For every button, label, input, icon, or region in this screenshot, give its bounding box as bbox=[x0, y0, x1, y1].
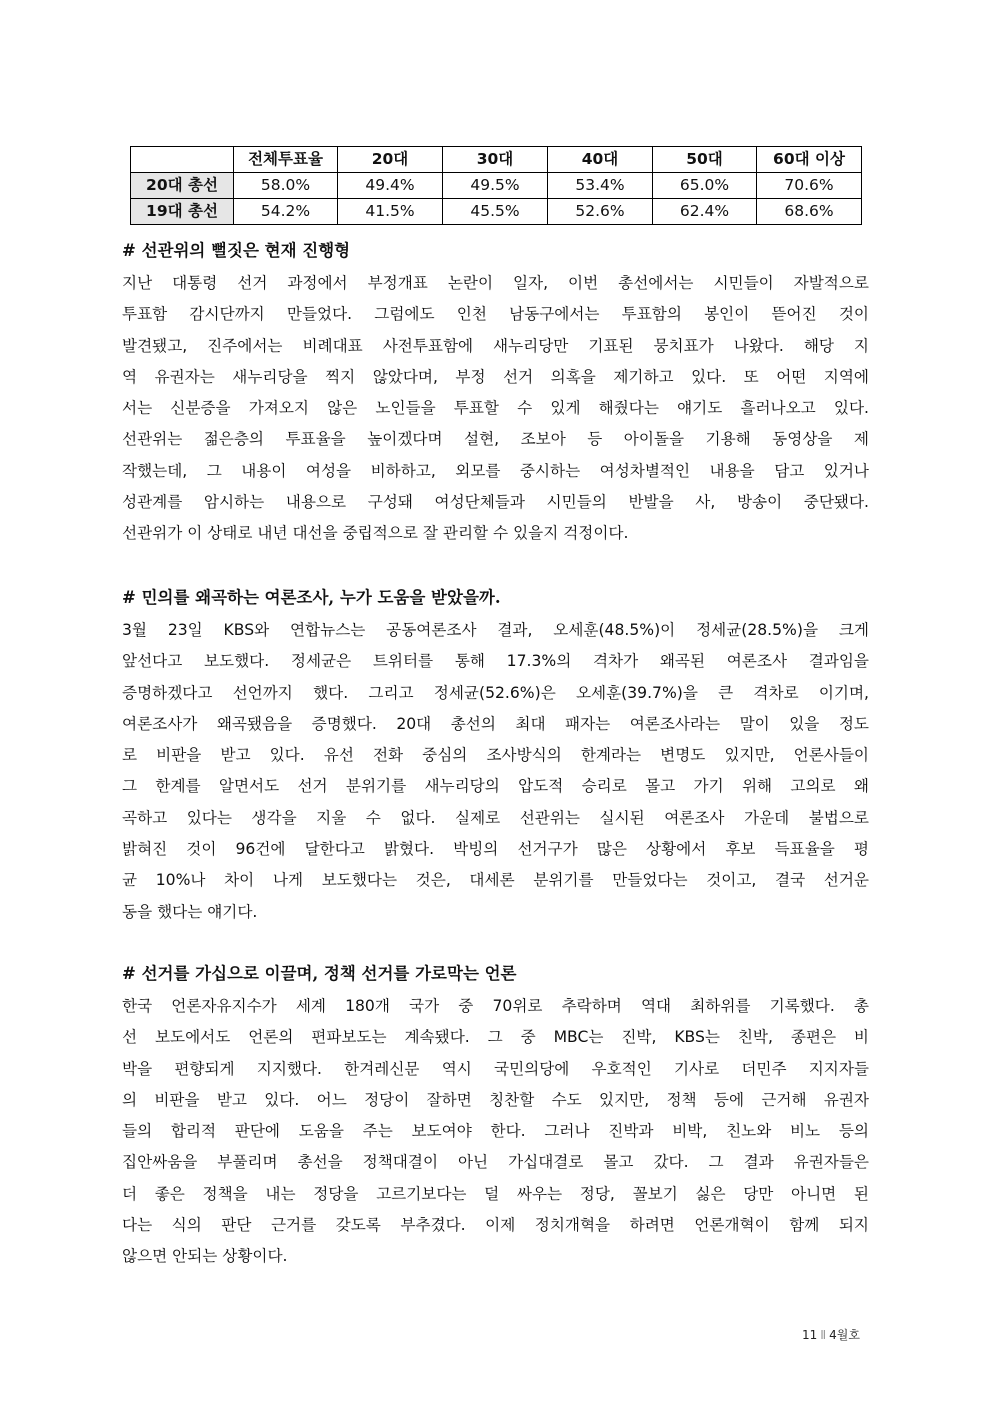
paragraph-line: 한국 언론자유지수가 세계 180개 국가 중 70위로 추락하며 역대 최하위를 기록했다. 총 bbox=[122, 997, 869, 1015]
table-cell: 58.0% bbox=[234, 173, 338, 199]
column-header: 전체투표율 bbox=[234, 147, 338, 173]
paragraph-line: 성관계를 암시하는 내용으로 구성돼 여성단체들과 시민들의 반발을 사, 방송이 중단됐다. bbox=[122, 493, 869, 512]
row-header: 20대 총선 bbox=[131, 173, 234, 199]
table-cell: 52.6% bbox=[548, 199, 653, 225]
table-corner-cell bbox=[131, 147, 234, 173]
table-cell: 62.4% bbox=[653, 199, 757, 225]
paragraph-line: 서는 신분증을 가져오지 않은 노인들을 투표할 수 있게 해줬다는 얘기도 흘러나오고 있다. bbox=[122, 399, 869, 418]
table-cell: 68.6% bbox=[757, 199, 862, 225]
table-cell: 70.6% bbox=[757, 173, 862, 199]
paragraph-line: 역 유권자는 새누리당을 찍지 않았다며, 부정 선거 의혹을 제기하고 있다. 또 어떤 지역에 bbox=[122, 367, 869, 386]
paragraph-line: 밝혀진 것이 96건에 달한다고 밝혔다. 박빙의 선거구가 많은 상황에서 후보 득표율을 평 bbox=[122, 840, 869, 859]
column-header: 40대 bbox=[548, 147, 653, 173]
paragraph-line: 발견됐고, 진주에서는 비례대표 사전투표함에 새누리당만 기표된 뭉치표가 나왔다. 해당 지 bbox=[122, 336, 869, 355]
column-header: 30대 bbox=[443, 147, 548, 173]
table-cell: 53.4% bbox=[548, 173, 653, 199]
paragraph-line: 지난 대통령 선거 과정에서 부정개표 논란이 일자, 이번 총선에서는 시민들이 자발적으로 bbox=[122, 274, 869, 292]
paragraph-line: 그 한계를 알면서도 선거 분위기를 새누리당의 압도적 승리로 몰고 가기 위해 고의로 왜 bbox=[122, 777, 869, 796]
paragraph-line: 곡하고 있다는 생각을 지울 수 없다. 실제로 선관위는 실시된 여론조사 가운데 불법으로 bbox=[122, 808, 869, 827]
issue-label: 4월호 bbox=[829, 1328, 860, 1342]
section-election-commission bbox=[122, 234, 869, 550]
paragraph-line: 더 좋은 정책을 내는 정당을 고르기보다는 덜 싸우는 정당, 꼴보기 싫은 당만 아니면 된 bbox=[122, 1184, 869, 1203]
paragraph-line: 집안싸움을 부풀리며 총선을 정책대결이 아닌 가십대결로 몰고 갔다. 그 결과 유권자들은 bbox=[122, 1153, 869, 1172]
paragraph-line: 여론조사가 왜곡됐음을 증명했다. 20대 총선의 최대 패자는 여론조사라는 말이 있을 정도 bbox=[122, 714, 869, 733]
section-heading: # 민의를 왜곡하는 여론조사, 누가 도움을 받았을까. bbox=[122, 588, 501, 607]
section-media bbox=[122, 957, 869, 1273]
paragraph-line: 로 비판을 받고 있다. 유선 전화 중심의 조사방식의 한계라는 변명도 있지만, 언론사들이 bbox=[122, 746, 869, 765]
paragraph-line: 투표함 감시단까지 만들었다. 그럼에도 인천 남동구에서는 투표함의 봉인이 뜯어진 것이 bbox=[122, 305, 869, 324]
paragraph-line: 동을 했다는 얘기다. bbox=[122, 902, 258, 921]
paragraph-line: 작했는데, 그 내용이 여성을 비하하고, 외모를 중시하는 여성차별적인 내용을 담고 있거나 bbox=[122, 461, 869, 480]
paragraph-line: 박을 편향되게 지지했다. 한겨레신문 역시 국민의당에 우호적인 기사로 더민주 지지자들 bbox=[122, 1059, 869, 1078]
section-opinion-polls bbox=[122, 581, 869, 928]
paragraph-line: 균 10%나 차이 나게 보도했다는 것은, 대세론 분위기를 만들었다는 것이고, 결국 선거운 bbox=[122, 871, 869, 890]
row-header: 19대 총선 bbox=[131, 199, 234, 225]
paragraph-line: 선관위가 이 상태로 내년 대선을 중립적으로 잘 관리할 수 있을지 걱정이다. bbox=[122, 524, 629, 543]
column-header: 50대 bbox=[653, 147, 757, 173]
paragraph-line: 증명하겠다고 선언까지 했다. 그리고 정세균(52.6%)은 오세훈(39.7%)을 큰 격차로 이기며, bbox=[122, 683, 869, 702]
table-cell: 49.4% bbox=[338, 173, 443, 199]
footer-separator: Ⅱ bbox=[820, 1328, 827, 1342]
paragraph-line: 3월 23일 KBS와 연합뉴스는 공동여론조사 결과, 오세훈(48.5%)이 정세균(28.5%)을 크게 bbox=[122, 621, 869, 639]
table-cell: 49.5% bbox=[443, 173, 548, 199]
paragraph-line: 않으면 안되는 상황이다. bbox=[122, 1247, 288, 1266]
page-footer bbox=[760, 1326, 860, 1343]
table-cell: 65.0% bbox=[653, 173, 757, 199]
paragraph-line: 앞선다고 보도했다. 정세균은 트위터를 통해 17.3%의 격차가 왜곡된 여론조사 결과임을 bbox=[122, 652, 869, 671]
paragraph-line: 의 비판을 받고 있다. 어느 정당이 잘하면 칭찬할 수도 있지만, 정책 등에 근거해 유권자 bbox=[122, 1090, 869, 1109]
paragraph-line: 선관위는 젊은층의 투표율을 높이겠다며 설현, 조보아 등 아이돌을 기용해 동영상을 제 bbox=[122, 430, 869, 449]
table-header-row bbox=[131, 147, 862, 173]
turnout-table bbox=[130, 146, 862, 225]
table-row bbox=[131, 173, 862, 199]
table-row bbox=[131, 199, 862, 225]
paragraph-line: 들의 합리적 판단에 도움을 주는 보도여야 한다. 그러나 진박과 비박, 친노와 비노 등의 bbox=[122, 1122, 869, 1141]
table-cell: 45.5% bbox=[443, 199, 548, 225]
section-heading: # 선거를 가십으로 이끌며, 정책 선거를 가로막는 언론 bbox=[122, 964, 517, 983]
table-cell: 54.2% bbox=[234, 199, 338, 225]
table-cell: 41.5% bbox=[338, 199, 443, 225]
section-heading: # 선관위의 뻘짓은 현재 진행형 bbox=[122, 241, 351, 260]
column-header: 20대 bbox=[338, 147, 443, 173]
column-header: 60대 이상 bbox=[757, 147, 862, 173]
paragraph-line: 다는 식의 판단 근거를 갖도록 부추겼다. 이제 정치개혁을 하려면 언론개혁이 함께 되지 bbox=[122, 1216, 869, 1235]
paragraph-line: 선 보도에서도 언론의 편파보도는 계속됐다. 그 중 MBC는 진박, KBS는 친박, 종편은 비 bbox=[122, 1028, 869, 1047]
page-number: 11 bbox=[801, 1328, 818, 1342]
